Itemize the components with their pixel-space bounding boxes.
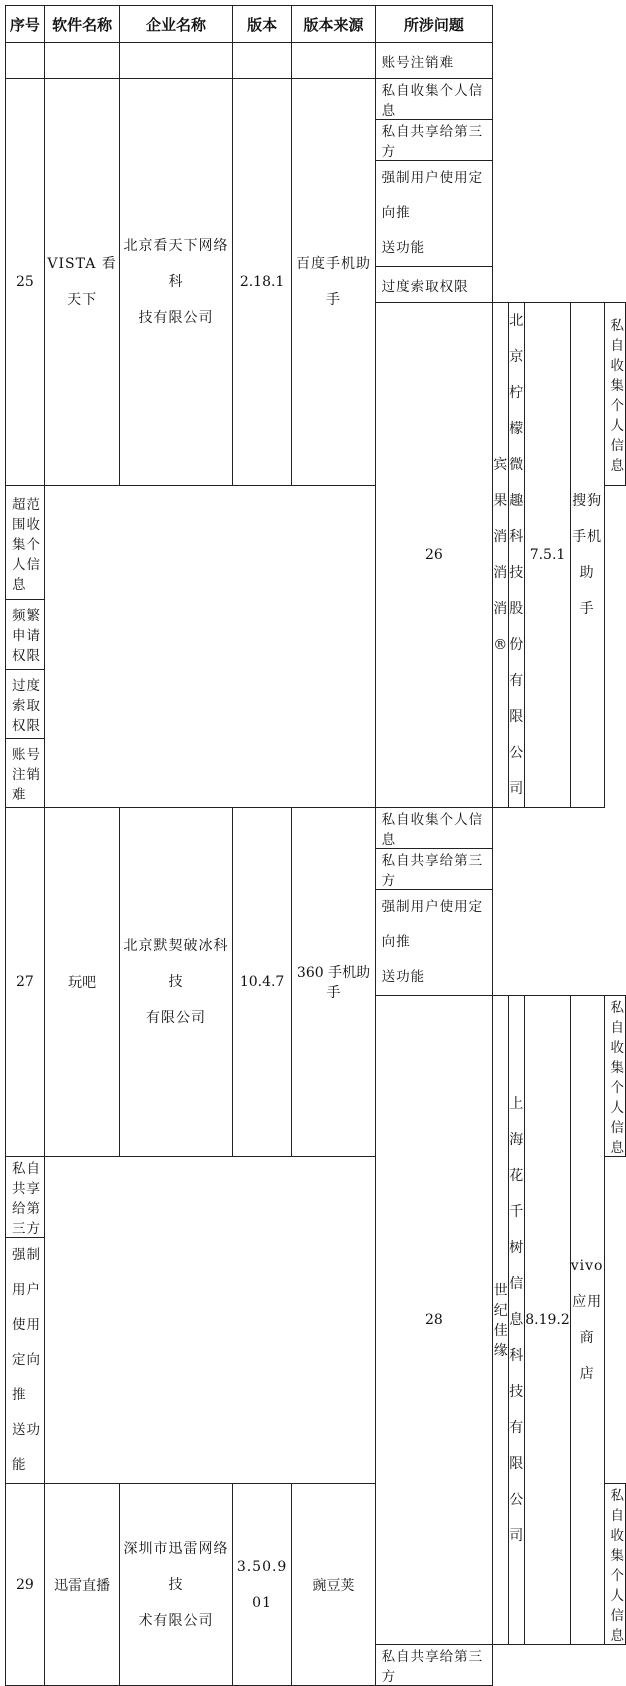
company-name-line: 技有限公司 <box>509 1384 525 1544</box>
company-name-line: 技有限公司 <box>138 309 214 326</box>
table-wrapper <box>5 5 626 1686</box>
source-line: 店 <box>579 1366 595 1382</box>
company-name-line: 术有限公司 <box>138 1612 214 1629</box>
issue-cell: 过度索取权限 <box>375 267 493 303</box>
software-name-line: VISTA 看 <box>47 255 117 272</box>
version-source: 豌豆荚 <box>292 1484 375 1686</box>
issue-cell <box>375 890 493 996</box>
issue-cell: 私自共享给第三方 <box>375 120 493 161</box>
header-software-name: 软件名称 <box>44 6 119 43</box>
version: 8.19.2 <box>525 996 571 1645</box>
header-company-name: 企业名称 <box>120 6 232 43</box>
issue-line: 强制用户使用定向推 <box>12 1247 41 1403</box>
table-row <box>6 43 626 79</box>
issue-cell <box>375 161 493 267</box>
source-line: vivo 应用商 <box>570 1258 604 1346</box>
issue-cell: 私自收集个人信息 <box>604 303 626 486</box>
company-name <box>120 808 232 1157</box>
issue-cell: 账号注销难 <box>375 43 493 79</box>
header-issues: 所涉问题 <box>375 6 493 43</box>
issue-cell: 私自收集个人信息 <box>375 808 493 849</box>
header-version-source: 版本来源 <box>292 6 375 43</box>
version-line: 01 <box>252 1594 272 1611</box>
company-name <box>509 303 525 808</box>
software-name-line: 天下 <box>67 291 98 308</box>
company-name-line: 北京看天下网络科 <box>123 237 229 290</box>
version-source <box>570 996 604 1645</box>
issue-line: 强制用户使用定向推 <box>381 899 484 950</box>
source-line: 百度手机助 <box>296 255 372 272</box>
issue-cell: 私自收集个人信息 <box>604 1484 626 1645</box>
software-name: 玩吧 <box>44 808 119 1157</box>
software-name <box>493 303 509 808</box>
issue-line: 送功能 <box>381 969 426 985</box>
issue-line: 强制用户使用定向推 <box>381 170 484 221</box>
software-name-line: 宾果消消 <box>493 457 509 581</box>
version: 2.18.1 <box>232 79 292 486</box>
source-line: 搜狗手机助 <box>572 493 603 581</box>
source-line: 手 <box>579 601 595 617</box>
company-name <box>120 1484 232 1686</box>
company-name-line: 股份有限公司 <box>509 601 525 797</box>
row-number: 29 <box>6 1484 45 1686</box>
issue-cell: 私自共享给第三方 <box>375 849 493 890</box>
software-name: 迅雷直播 <box>44 1484 119 1686</box>
issue-cell: 私自收集个人信息 <box>375 79 493 120</box>
issue-cell: 超范围收集个人信息 <box>6 485 45 600</box>
row-number: 26 <box>375 303 493 808</box>
issue-line: 送功能 <box>12 1422 41 1473</box>
version: 10.4.7 <box>232 808 292 1157</box>
cell-empty <box>232 43 292 79</box>
row-number: 25 <box>6 79 45 486</box>
software-name <box>44 79 119 486</box>
company-name <box>120 79 232 486</box>
issue-cell: 频繁申请权限 <box>6 600 45 669</box>
row-number: 27 <box>6 808 45 1157</box>
cell-empty <box>292 43 375 79</box>
company-name-line: 北京柠檬微趣科技 <box>509 313 525 581</box>
row-number: 28 <box>375 996 493 1645</box>
issue-cell: 私自共享给第三方 <box>375 1645 493 1686</box>
header-version: 版本 <box>232 6 292 43</box>
source-line: 手 <box>326 291 342 308</box>
cell-empty <box>120 43 232 79</box>
header-number: 序号 <box>6 6 45 43</box>
version-source: 360 手机助手 <box>292 808 375 1157</box>
header-row <box>6 6 626 43</box>
version-source <box>292 79 375 486</box>
version: 7.5.1 <box>525 303 571 808</box>
company-name-line: 北京默契破冰科技 <box>123 938 229 990</box>
issue-line: 送功能 <box>381 240 426 256</box>
issue-cell: 私自收集个人信息 <box>604 996 626 1157</box>
company-name-line: 深圳市迅雷网络技 <box>123 1540 229 1593</box>
issue-cell: 私自共享给第三方 <box>6 1157 45 1238</box>
cell-empty <box>44 43 119 79</box>
version <box>232 1484 292 1686</box>
software-name: 世纪佳缘 <box>493 996 509 1645</box>
company-name-line: 上海花千树信息科 <box>509 1096 525 1364</box>
company-name-line: 有限公司 <box>146 1010 207 1026</box>
company-name <box>509 996 525 1645</box>
version-line: 3.50.9 <box>236 1558 288 1575</box>
software-name-line: 消® <box>493 601 509 653</box>
issue-cell: 过度索取权限 <box>6 669 45 738</box>
table-row <box>6 808 626 849</box>
issue-cell <box>6 1238 45 1484</box>
table-row <box>6 79 626 120</box>
cell-empty <box>6 43 45 79</box>
app-issues-table <box>5 5 626 1686</box>
issue-cell: 账号注销难 <box>6 738 45 807</box>
version-source <box>570 303 604 808</box>
